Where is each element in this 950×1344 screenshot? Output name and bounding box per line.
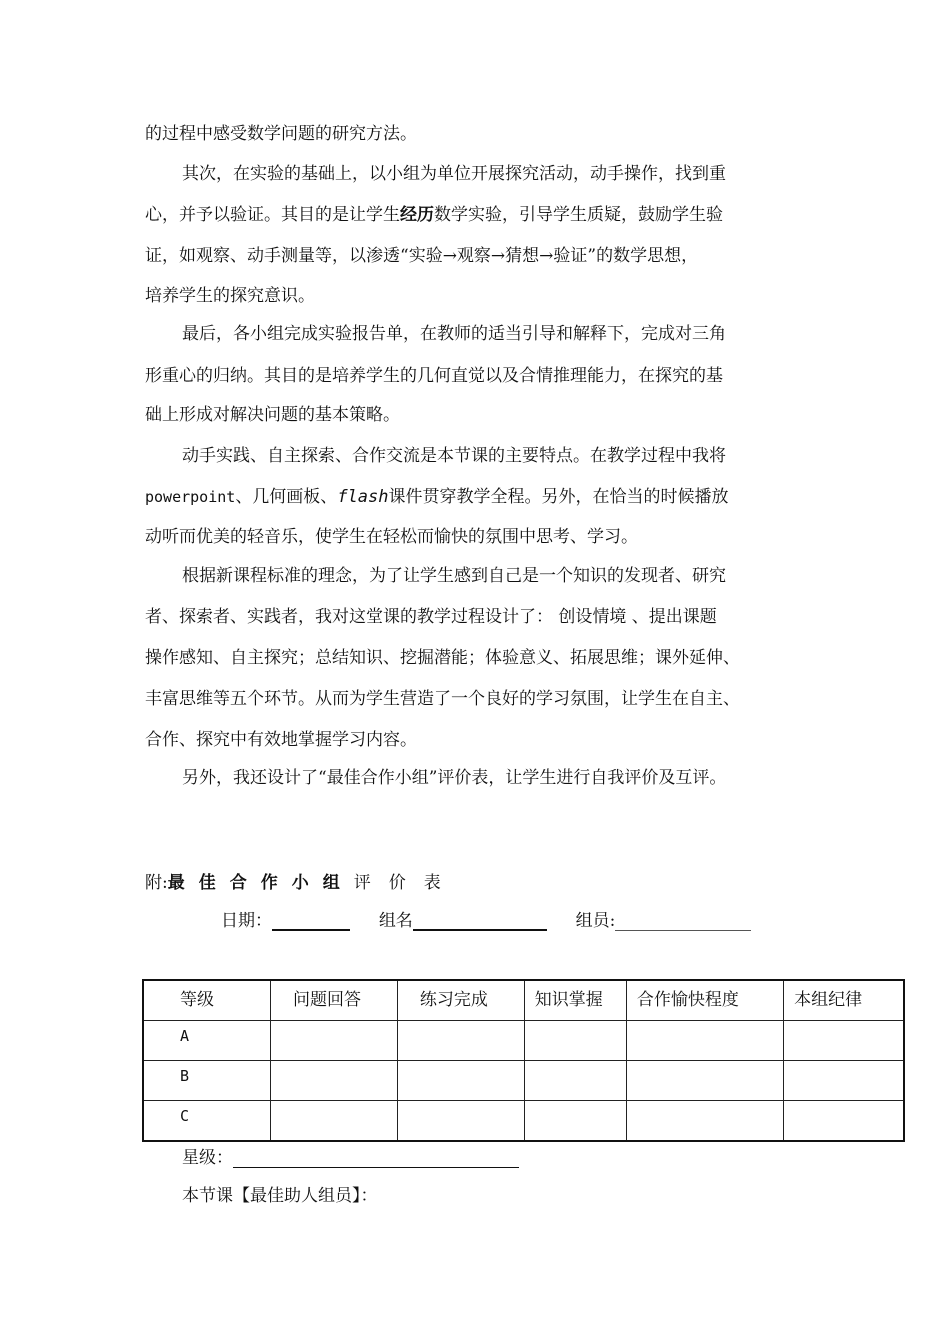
table-row — [143, 1061, 904, 1101]
score-cell[interactable] — [524, 1021, 626, 1061]
star-field[interactable] — [233, 1149, 519, 1168]
paragraph-line: 动手实践、自主探索、合作交流是本节课的主要特点。在教学过程中我将 — [182, 446, 726, 466]
title-bold: 最佳合作小组 — [167, 873, 354, 893]
star-row — [182, 1148, 519, 1168]
score-cell[interactable] — [784, 1021, 904, 1061]
grade-cell: C — [143, 1101, 271, 1142]
paragraph-line: 丰富思维等五个环节。从而为学生营造了一个良好的学习氛围，让学生在自主、 — [145, 689, 740, 709]
score-cell[interactable] — [524, 1101, 626, 1142]
score-cell[interactable] — [271, 1101, 398, 1142]
paragraph-line: 者、探索者、实践者，我对这堂课的教学过程设计了： 创设情境 、提出课题 — [145, 607, 717, 627]
table-header-row — [143, 980, 904, 1021]
paragraph-line: 的过程中感受数学问题的研究方法。 — [145, 124, 417, 144]
paragraph-line: 形重心的归纳。其目的是培养学生的几何直觉以及合情推理能力，在探究的基 — [145, 366, 723, 386]
paragraph-line: 操作感知、自主探究；总结知识、挖掘潜能；体验意义、拓展思维；课外延伸、 — [145, 648, 740, 668]
table-row — [143, 1021, 904, 1061]
member-label: 组员: — [575, 911, 616, 931]
form-info-row — [221, 911, 751, 931]
score-cell[interactable] — [271, 1021, 398, 1061]
score-cell[interactable] — [271, 1061, 398, 1101]
star-label: 星级： — [182, 1148, 233, 1168]
score-cell[interactable] — [626, 1061, 783, 1101]
score-cell[interactable] — [397, 1061, 524, 1101]
date-field[interactable] — [272, 911, 350, 931]
group-name-field[interactable] — [413, 911, 547, 931]
date-label: 日期： — [221, 911, 272, 931]
paragraph-line: 证，如观察、动手测量等，以渗透“实验→观察→猜想→验证”的数学思想， — [145, 246, 699, 266]
paragraph-line: 础上形成对解决问题的基本策略。 — [145, 405, 400, 425]
paragraph-line: 另外，我还设计了“最佳合作小组”评价表，让学生进行自我评价及互评。 — [182, 768, 727, 788]
score-cell[interactable] — [626, 1021, 783, 1061]
appendix-prefix: 附: — [145, 873, 168, 893]
appendix-title — [145, 873, 459, 893]
grade-cell: B — [143, 1061, 271, 1101]
paragraph-line: 培养学生的探究意识。 — [145, 286, 315, 306]
paragraph-line — [145, 487, 729, 507]
member-field[interactable] — [615, 912, 751, 931]
table-row — [143, 1101, 904, 1142]
table-header-cell: 合作愉快程度 — [626, 980, 783, 1021]
paragraph-line: 合作、探究中有效地掌握学习内容。 — [145, 730, 417, 750]
title-plain: 评价表 — [353, 873, 459, 893]
table-header-cell: 问题回答 — [271, 980, 398, 1021]
paragraph-line: 根据新课程标准的理念，为了让学生感到自己是一个知识的发现者、研究 — [182, 566, 726, 586]
helper-label: 本节课【最佳助人组员】： — [182, 1186, 378, 1206]
score-cell[interactable] — [626, 1101, 783, 1142]
text-segment: 课件贯穿教学全程。另外，在恰当的时候播放 — [388, 487, 729, 507]
score-cell[interactable] — [397, 1101, 524, 1142]
evaluation-table — [142, 979, 905, 1142]
paragraph-line: 动听而优美的轻音乐，使学生在轻松而愉快的氛围中思考、学习。 — [145, 527, 638, 547]
table-header-cell: 本组纪律 — [784, 980, 904, 1021]
text-segment: 心，并予以验证。其目的是让学生 — [145, 205, 400, 225]
software-name: powerpoint — [145, 488, 236, 506]
text-segment: 、几何画板、 — [235, 487, 338, 507]
score-cell[interactable] — [784, 1101, 904, 1142]
group-label: 组名 — [378, 911, 413, 931]
score-cell[interactable] — [524, 1061, 626, 1101]
table-header-cell: 等级 — [143, 980, 271, 1021]
grade-cell: A — [143, 1021, 271, 1061]
paragraph-line — [145, 205, 723, 225]
text-segment: 数学实验，引导学生质疑，鼓励学生验 — [434, 205, 723, 225]
software-name: flash — [337, 487, 389, 507]
table-header-cell: 练习完成 — [397, 980, 524, 1021]
paragraph-line: 最后，各小组完成实验报告单，在教师的适当引导和解释下，完成对三角 — [182, 324, 726, 344]
paragraph-line: 其次，在实验的基础上，以小组为单位开展探究活动，动手操作，找到重 — [182, 164, 726, 184]
score-cell[interactable] — [397, 1021, 524, 1061]
score-cell[interactable] — [784, 1061, 904, 1101]
table-header-cell: 知识掌握 — [524, 980, 626, 1021]
emphasis-text: 经历 — [400, 205, 434, 225]
